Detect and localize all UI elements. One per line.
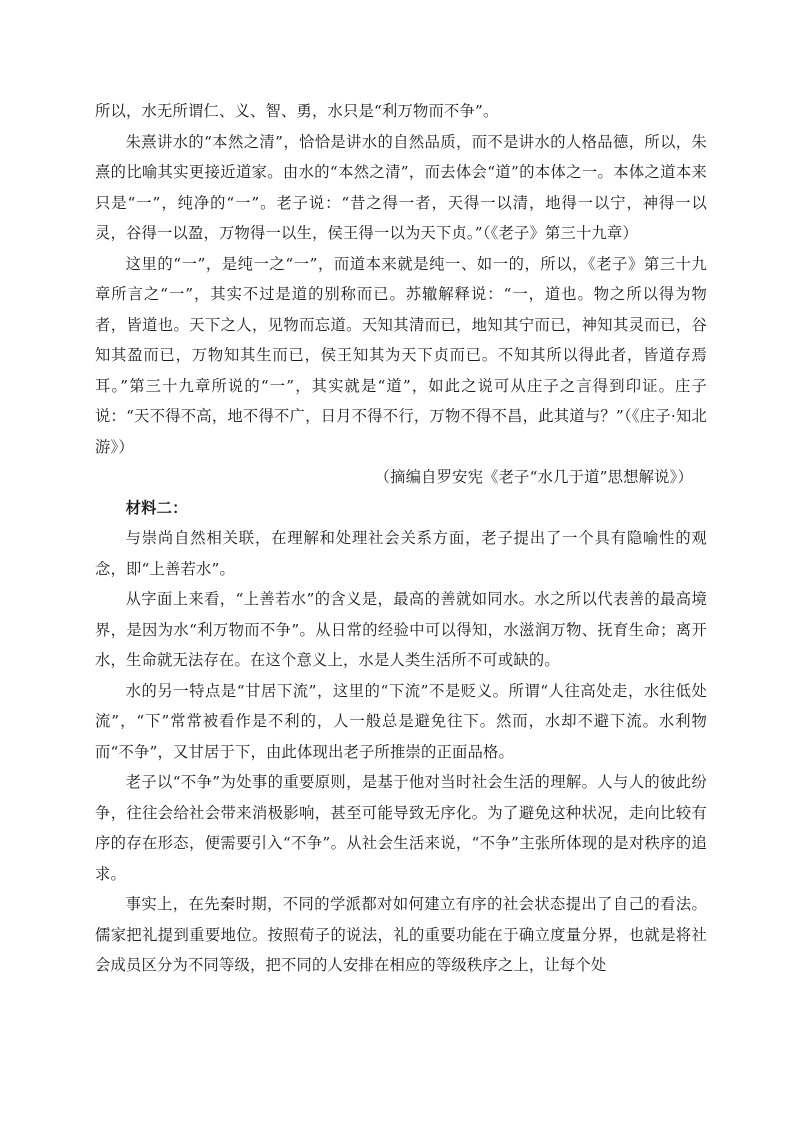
section-heading-material-2: 材料二： [125, 498, 188, 517]
paragraph-7: 老子以“不争”为处事的重要原则，是基于他对当时社会生活的理解。人与人的彼此纷争，往往会给社会带来消极影响，甚至可能导致无序化。为了避免这种状况，走向比较有序的存在形态，便需要引入“不争”。从社会生活来说，“不争”主张所体现的是对秩序的追求。 [95, 773, 707, 883]
document-body [95, 96, 707, 981]
paragraph-3: 这里的“一”，是纯一之“一”，而道本来就是纯一、如一的，所以，《老子》第三十九章所言之“一”，其实不过是道的别称而已。苏辙解释说：“一，道也。物之所以得为物者，皆道也。天下之人，见物而忘道。天知其清而已，地知其宁而已，神知其灵而已，谷知其盈而已，万物知其生而已，侯王知其为天下贞而已。不知其所以得此者，皆道存焉耳。”第三十九章所说的“一”，其实就是“道”，如此之说可从庄子之言得到印证。庄子说：“天不得不高，地不得不广，日月不得不行，万物不得不昌，此其道与？”（《庄子·知北游》） [95, 254, 707, 456]
paragraph-6: 水的另一特点是“甘居下流”，这里的“下流”不是贬义。所谓“人往高处走，水往低处流”，“下”常常被看作是不利的，人一般总是避免往下。然而，水却不避下流。水利物而“不争”，又甘居于下，由此体现出老子所推崇的正面品格。 [95, 681, 707, 761]
paragraph-5: 从字面上来看，“上善若水”的含义是，最高的善就如同水。水之所以代表善的最高境界，是因为水“利万物而不争”。从日常的经验中可以得知，水滋润万物、抚育生命；离开水，生命就无法存在。在这个意义上，水是人类生活所不可或缺的。 [95, 590, 707, 669]
paragraph-8: 事实上，在先秦时期，不同的学派都对如何建立有序的社会状态提出了自己的看法。儒家把礼提到重要地位。按照荀子的说法，礼的重要功能在于确立度量分界，也就是将社会成员区分为不同等级，把不同的人安排在相应的等级秩序之上，让每个处 [95, 895, 707, 974]
paragraph-1: 所以，水无所谓仁、义、智、勇，水只是“利万物而不争”。 [95, 102, 499, 120]
paragraph-4: 与崇尚自然相关联，在理解和处理社会关系方面，老子提出了一个具有隐喻性的观念，即“上善若水”。 [95, 529, 707, 578]
source-citation: （摘编自罗安宪《老子“水几于道”思想解说》） [374, 468, 693, 486]
paragraph-2: 朱熹讲水的“本然之清”，恰恰是讲水的自然品质，而不是讲水的人格品德，所以，朱熹的比喻其实更接近道家。由水的“本然之清”，而去体会“道”的本体之一。本体之道本来只是“一”，纯净的“一”。老子说：“昔之得一者，天得一以清，地得一以宁，神得一以灵，谷得一以盈，万物得一以生，侯王得一以为天下贞。”（《老子》第三十九章） [95, 132, 707, 242]
